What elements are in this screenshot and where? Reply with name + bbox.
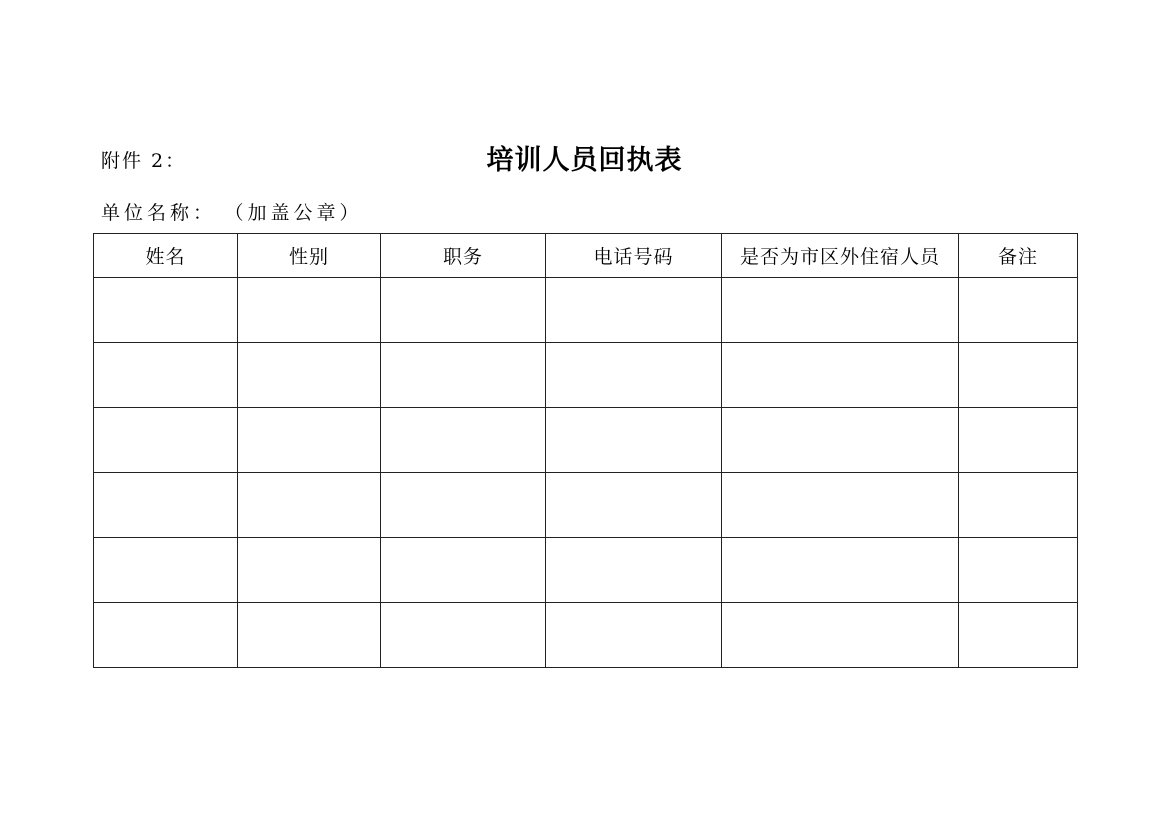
table-body [94,278,1078,668]
position-cell[interactable] [381,408,546,473]
lodging-cell[interactable] [722,473,959,538]
phone-cell[interactable] [546,538,722,603]
column-header-remarks: 备注 [959,234,1078,278]
lodging-cell[interactable] [722,538,959,603]
seal-note: （加盖公章） [234,202,363,224]
phone-cell[interactable] [546,278,722,343]
remarks-cell[interactable] [959,278,1078,343]
table-row [94,603,1078,668]
lodging-cell[interactable] [722,343,959,408]
name-cell[interactable] [94,278,238,343]
position-cell[interactable] [381,343,546,408]
unit-name-label: 单位名称： [101,202,217,224]
position-cell[interactable] [381,603,546,668]
phone-cell[interactable] [546,343,722,408]
lodging-cell[interactable] [722,408,959,473]
phone-cell[interactable] [546,473,722,538]
position-cell[interactable] [381,278,546,343]
remarks-cell[interactable] [959,408,1078,473]
remarks-cell[interactable] [959,343,1078,408]
table-row [94,473,1078,538]
table-row [94,278,1078,343]
phone-cell[interactable] [546,603,722,668]
column-header-lodging: 是否为市区外住宿人员 [722,234,959,278]
gender-cell[interactable] [238,343,381,408]
remarks-cell[interactable] [959,603,1078,668]
attachment-label: 附件 2： [101,150,187,172]
position-cell[interactable] [381,538,546,603]
name-cell[interactable] [94,408,238,473]
name-cell[interactable] [94,538,238,603]
name-cell[interactable] [94,343,238,408]
column-header-position: 职务 [381,234,546,278]
remarks-cell[interactable] [959,473,1078,538]
lodging-cell[interactable] [722,603,959,668]
position-cell[interactable] [381,473,546,538]
gender-cell[interactable] [238,538,381,603]
gender-cell[interactable] [238,278,381,343]
table-row [94,538,1078,603]
table-header-row [94,234,1078,278]
column-header-name: 姓名 [94,234,238,278]
lodging-cell[interactable] [722,278,959,343]
phone-cell[interactable] [546,408,722,473]
unit-name-line [101,198,363,225]
gender-cell[interactable] [238,408,381,473]
roster-table [93,233,1078,668]
gender-cell[interactable] [238,603,381,668]
remarks-cell[interactable] [959,538,1078,603]
name-cell[interactable] [94,473,238,538]
column-header-phone: 电话号码 [546,234,722,278]
name-cell[interactable] [94,603,238,668]
table-row [94,408,1078,473]
table-row [94,343,1078,408]
form-title: 培训人员回执表 [486,145,683,176]
column-header-gender: 性别 [238,234,381,278]
gender-cell[interactable] [238,473,381,538]
